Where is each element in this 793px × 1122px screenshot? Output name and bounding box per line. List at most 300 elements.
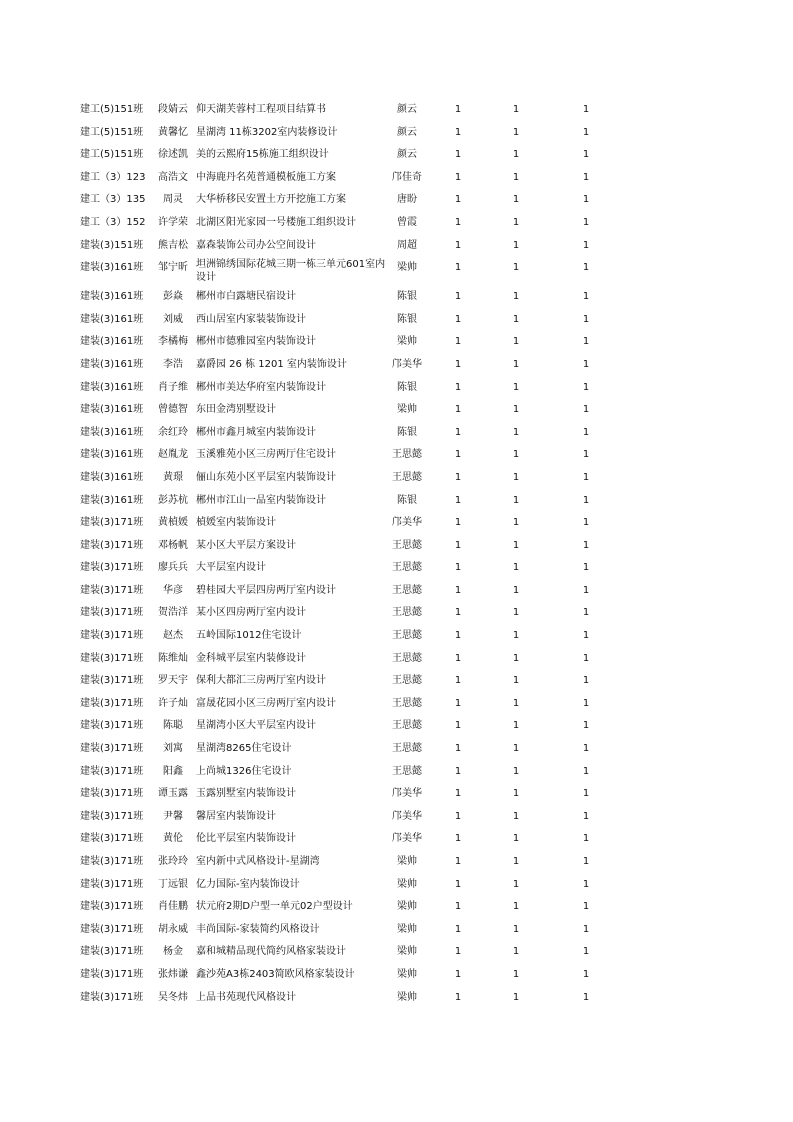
table-row — [0, 761, 793, 784]
score-b-cell: 1 — [512, 517, 520, 529]
score-a-cell: 1 — [454, 584, 462, 596]
student-name-cell: 胡永威 — [158, 923, 188, 935]
score-a-cell: 1 — [454, 449, 462, 461]
advisor-cell: 王思懿 — [392, 449, 422, 461]
project-title-cell: 楨媛室内装饰设计 — [196, 517, 276, 529]
table-row — [0, 354, 793, 377]
score-b-cell: 1 — [512, 856, 520, 867]
project-title-cell: 亿力国际-室内装饰设计 — [196, 878, 300, 890]
student-name-cell: 高浩文 — [158, 171, 188, 183]
score-c-cell: 1 — [582, 743, 590, 755]
score-c-cell: 1 — [582, 239, 590, 251]
score-b-cell: 1 — [512, 584, 520, 596]
score-a-cell: 1 — [454, 991, 462, 1003]
score-c-cell: 1 — [582, 630, 590, 642]
student-name-cell: 邓杨帆 — [158, 539, 188, 551]
score-a-cell: 1 — [454, 262, 462, 274]
advisor-cell: 陈银 — [397, 291, 417, 303]
advisor-cell: 邝美华 — [392, 517, 422, 529]
advisor-cell: 王思懿 — [392, 630, 422, 642]
class-cell: 建装(3)171班 — [80, 743, 144, 755]
class-cell: 建装(3)161班 — [80, 381, 144, 393]
score-b-cell: 1 — [512, 381, 520, 393]
score-b-cell: 1 — [512, 788, 520, 800]
advisor-cell: 王思懿 — [392, 675, 422, 687]
class-cell: 建装(3)161班 — [80, 426, 144, 438]
score-b-cell: 1 — [512, 149, 520, 161]
score-c-cell: 1 — [582, 810, 590, 822]
table-row — [0, 919, 793, 942]
student-name-cell: 华彦 — [163, 584, 183, 596]
class-cell: 建装(3)171班 — [80, 946, 144, 958]
advisor-cell: 陈银 — [397, 381, 417, 393]
student-name-cell: 黄伦 — [163, 833, 183, 845]
class-cell: 建装(3)171班 — [80, 923, 144, 935]
score-a-cell: 1 — [454, 313, 462, 325]
table-row — [0, 512, 793, 535]
table-row — [0, 235, 793, 258]
advisor-cell: 邝美华 — [392, 833, 422, 845]
table-row — [0, 399, 793, 422]
advisor-cell: 梁帅 — [397, 856, 417, 867]
class-cell: 建装(3)151班 — [80, 239, 144, 251]
score-c-cell: 1 — [582, 652, 590, 664]
advisor-cell: 陈银 — [397, 494, 417, 506]
score-c-cell: 1 — [582, 313, 590, 325]
project-table — [0, 99, 793, 1009]
student-name-cell: 熊吉松 — [158, 239, 188, 251]
student-name-cell: 黄楨媛 — [158, 517, 188, 529]
score-a-cell: 1 — [454, 149, 462, 161]
score-a-cell: 1 — [454, 381, 462, 393]
score-c-cell: 1 — [582, 833, 590, 845]
advisor-cell: 梁帅 — [397, 262, 417, 274]
score-c-cell: 1 — [582, 471, 590, 483]
score-b-cell: 1 — [512, 630, 520, 642]
score-c-cell: 1 — [582, 562, 590, 574]
score-a-cell: 1 — [454, 562, 462, 574]
class-cell: 建工（3）152 — [80, 216, 146, 228]
student-name-cell: 肖子维 — [158, 381, 188, 393]
table-row — [0, 309, 793, 332]
student-name-cell: 罗天宇 — [158, 675, 188, 687]
table-row — [0, 377, 793, 400]
project-title-cell: 某小区大平层方案设计 — [196, 539, 296, 551]
project-title-cell: 星湖湾小区大平层室内设计 — [196, 720, 316, 732]
advisor-cell: 梁帅 — [397, 336, 417, 348]
score-b-cell: 1 — [512, 607, 520, 619]
project-title-cell: 坦洲锦绣国际花城三期一栋三单元601室内设计 — [196, 259, 386, 283]
student-name-cell: 彭焱 — [163, 291, 183, 303]
score-c-cell: 1 — [582, 946, 590, 958]
score-b-cell: 1 — [512, 194, 520, 206]
score-c-cell: 1 — [582, 194, 590, 206]
advisor-cell: 曾霞 — [397, 216, 417, 228]
score-a-cell: 1 — [454, 697, 462, 709]
class-cell: 建工（3）123 — [80, 171, 146, 183]
score-b-cell: 1 — [512, 313, 520, 325]
table-row — [0, 144, 793, 167]
student-name-cell: 彭苏杭 — [158, 494, 188, 506]
table-row — [0, 670, 793, 693]
project-title-cell: 郴州市美达华府室内装饰设计 — [196, 381, 326, 393]
score-b-cell: 1 — [512, 991, 520, 1003]
table-row — [0, 964, 793, 987]
advisor-cell: 邝佳奇 — [392, 171, 422, 183]
student-name-cell: 徐述凯 — [158, 149, 188, 161]
score-a-cell: 1 — [454, 291, 462, 303]
class-cell: 建装(3)161班 — [80, 471, 144, 483]
score-c-cell: 1 — [582, 765, 590, 777]
score-b-cell: 1 — [512, 126, 520, 138]
score-a-cell: 1 — [454, 878, 462, 890]
student-name-cell: 陈聪 — [163, 720, 183, 732]
score-c-cell: 1 — [582, 104, 590, 115]
advisor-cell: 王思懿 — [392, 562, 422, 574]
score-a-cell: 1 — [454, 720, 462, 732]
class-cell: 建装(3)161班 — [80, 404, 144, 416]
table-row — [0, 602, 793, 625]
score-c-cell: 1 — [582, 878, 590, 890]
advisor-cell: 邝美华 — [392, 788, 422, 800]
score-a-cell: 1 — [454, 630, 462, 642]
project-title-cell: 星湖湾 11栋3202室内装修设计 — [196, 126, 338, 138]
project-title-cell: 上品书苑现代风格设计 — [196, 991, 296, 1003]
score-b-cell: 1 — [512, 946, 520, 958]
score-c-cell: 1 — [582, 404, 590, 416]
class-cell: 建装(3)171班 — [80, 584, 144, 596]
class-cell: 建装(3)171班 — [80, 539, 144, 551]
advisor-cell: 梁帅 — [397, 404, 417, 416]
advisor-cell: 梁帅 — [397, 946, 417, 958]
score-b-cell: 1 — [512, 720, 520, 732]
table-row — [0, 738, 793, 761]
class-cell: 建装(3)171班 — [80, 833, 144, 845]
class-cell: 建装(3)161班 — [80, 291, 144, 303]
project-title-cell: 馨居室内装饰设计 — [196, 810, 276, 822]
score-c-cell: 1 — [582, 991, 590, 1003]
class-cell: 建装(3)161班 — [80, 262, 144, 274]
score-b-cell: 1 — [512, 697, 520, 709]
project-title-cell: 大华桥移民安置土方开挖施工方案 — [196, 194, 346, 206]
score-a-cell: 1 — [454, 607, 462, 619]
class-cell: 建装(3)161班 — [80, 313, 144, 325]
table-row — [0, 122, 793, 145]
class-cell: 建装(3)171班 — [80, 901, 144, 913]
score-b-cell: 1 — [512, 358, 520, 370]
class-cell: 建装(3)161班 — [80, 494, 144, 506]
score-c-cell: 1 — [582, 381, 590, 393]
score-c-cell: 1 — [582, 216, 590, 228]
student-name-cell: 黄璟 — [163, 471, 183, 483]
score-c-cell: 1 — [582, 517, 590, 529]
student-name-cell: 廖兵兵 — [158, 562, 188, 574]
student-name-cell: 许学荣 — [158, 216, 188, 228]
score-b-cell: 1 — [512, 471, 520, 483]
advisor-cell: 梁帅 — [397, 901, 417, 913]
table-row — [0, 851, 793, 874]
score-c-cell: 1 — [582, 675, 590, 687]
table-row — [0, 286, 793, 309]
project-title-cell: 富晟花园小区三房两厅室内设计 — [196, 697, 336, 709]
score-a-cell: 1 — [454, 788, 462, 800]
score-b-cell: 1 — [512, 104, 520, 115]
student-name-cell: 吴冬炜 — [158, 991, 188, 1003]
student-name-cell: 张玲玲 — [158, 856, 188, 867]
score-a-cell: 1 — [454, 358, 462, 370]
class-cell: 建装(3)171班 — [80, 562, 144, 574]
score-a-cell: 1 — [454, 104, 462, 115]
advisor-cell: 王思懿 — [392, 652, 422, 664]
table-row — [0, 806, 793, 829]
score-a-cell: 1 — [454, 494, 462, 506]
advisor-cell: 陈银 — [397, 426, 417, 438]
table-row — [0, 828, 793, 851]
score-b-cell: 1 — [512, 216, 520, 228]
score-b-cell: 1 — [512, 923, 520, 935]
table-row — [0, 167, 793, 190]
score-c-cell: 1 — [582, 262, 590, 274]
student-name-cell: 刘威 — [163, 313, 183, 325]
class-cell: 建装(3)171班 — [80, 607, 144, 619]
score-a-cell: 1 — [454, 923, 462, 935]
class-cell: 建工（3）135 — [80, 194, 146, 206]
score-b-cell: 1 — [512, 562, 520, 574]
project-title-cell: 鑫沙苑A3栋2403简欧风格家装设计 — [196, 968, 355, 980]
score-a-cell: 1 — [454, 743, 462, 755]
score-c-cell: 1 — [582, 856, 590, 867]
score-b-cell: 1 — [512, 968, 520, 980]
score-c-cell: 1 — [582, 901, 590, 913]
student-name-cell: 贺浩洋 — [158, 607, 188, 619]
score-b-cell: 1 — [512, 262, 520, 274]
project-title-cell: 仰天湖芙蓉村工程项目结算书 — [196, 104, 326, 115]
table-row — [0, 331, 793, 354]
project-title-cell: 状元府2期D户型一单元02户型设计 — [196, 901, 353, 913]
advisor-cell: 王思懿 — [392, 584, 422, 596]
student-name-cell: 许子灿 — [158, 697, 188, 709]
table-row — [0, 490, 793, 513]
class-cell: 建装(3)171班 — [80, 517, 144, 529]
project-title-cell: 中海鹿丹名苑普通模板施工方案 — [196, 171, 336, 183]
score-b-cell: 1 — [512, 833, 520, 845]
table-row — [0, 212, 793, 235]
score-b-cell: 1 — [512, 765, 520, 777]
project-title-cell: 郴州市白露塘民宿设计 — [196, 291, 296, 303]
advisor-cell: 唐盼 — [397, 194, 417, 206]
score-c-cell: 1 — [582, 720, 590, 732]
advisor-cell: 王思懿 — [392, 471, 422, 483]
student-name-cell: 李浩 — [163, 358, 183, 370]
table-row — [0, 874, 793, 897]
table-row — [0, 715, 793, 738]
table-row — [0, 896, 793, 919]
score-b-cell: 1 — [512, 743, 520, 755]
advisor-cell: 王思懿 — [392, 539, 422, 551]
score-c-cell: 1 — [582, 426, 590, 438]
advisor-cell: 王思懿 — [392, 743, 422, 755]
student-name-cell: 邹宁昕 — [158, 262, 188, 274]
table-row — [0, 783, 793, 806]
advisor-cell: 王思懿 — [392, 765, 422, 777]
project-title-cell: 五岭国际1012住宅设计 — [196, 630, 302, 642]
class-cell: 建装(3)171班 — [80, 652, 144, 664]
advisor-cell: 梁帅 — [397, 878, 417, 890]
score-b-cell: 1 — [512, 901, 520, 913]
project-title-cell: 郴州市江山一品室内装饰设计 — [196, 494, 326, 506]
advisor-cell: 颜云 — [397, 126, 417, 138]
class-cell: 建装(3)171班 — [80, 878, 144, 890]
advisor-cell: 陈银 — [397, 313, 417, 325]
student-name-cell: 赵胤龙 — [158, 449, 188, 461]
table-row — [0, 467, 793, 490]
advisor-cell: 邝美华 — [392, 810, 422, 822]
student-name-cell: 谭玉露 — [158, 788, 188, 800]
student-name-cell: 陈维灿 — [158, 652, 188, 664]
project-title-cell: 某小区四房两厅室内设计 — [196, 607, 306, 619]
score-a-cell: 1 — [454, 856, 462, 867]
class-cell: 建装(3)171班 — [80, 991, 144, 1003]
score-b-cell: 1 — [512, 426, 520, 438]
score-a-cell: 1 — [454, 194, 462, 206]
class-cell: 建装(3)171班 — [80, 788, 144, 800]
table-row — [0, 535, 793, 558]
student-name-cell: 段婧云 — [158, 104, 188, 115]
table-row — [0, 693, 793, 716]
score-a-cell: 1 — [454, 126, 462, 138]
project-title-cell: 嘉森装饰公司办公空间设计 — [196, 239, 316, 251]
advisor-cell: 梁帅 — [397, 991, 417, 1003]
score-b-cell: 1 — [512, 539, 520, 551]
table-row — [0, 987, 793, 1010]
advisor-cell: 周超 — [397, 239, 417, 251]
class-cell: 建装(3)171班 — [80, 675, 144, 687]
score-b-cell: 1 — [512, 404, 520, 416]
student-name-cell: 刘寓 — [163, 743, 183, 755]
student-name-cell: 赵杰 — [163, 630, 183, 642]
score-b-cell: 1 — [512, 336, 520, 348]
project-title-cell: 伦比平层室内装饰设计 — [196, 833, 296, 845]
advisor-cell: 梁帅 — [397, 923, 417, 935]
score-c-cell: 1 — [582, 449, 590, 461]
score-a-cell: 1 — [454, 946, 462, 958]
student-name-cell: 丁远银 — [158, 878, 188, 890]
score-a-cell: 1 — [454, 968, 462, 980]
project-title-cell: 上尚城1326住宅设计 — [196, 765, 292, 777]
score-c-cell: 1 — [582, 126, 590, 138]
score-c-cell: 1 — [582, 171, 590, 183]
class-cell: 建装(3)171班 — [80, 968, 144, 980]
student-name-cell: 李橘梅 — [158, 336, 188, 348]
score-c-cell: 1 — [582, 968, 590, 980]
project-title-cell: 星湖湾8265住宅设计 — [196, 743, 292, 755]
score-b-cell: 1 — [512, 675, 520, 687]
score-b-cell: 1 — [512, 652, 520, 664]
project-title-cell: 丰尚国际-家装简约风格设计 — [196, 923, 320, 935]
score-a-cell: 1 — [454, 765, 462, 777]
score-a-cell: 1 — [454, 517, 462, 529]
student-name-cell: 黄馨忆 — [158, 126, 188, 138]
score-c-cell: 1 — [582, 539, 590, 551]
advisor-cell: 王思懿 — [392, 607, 422, 619]
student-name-cell: 张炜谦 — [158, 968, 188, 980]
score-a-cell: 1 — [454, 675, 462, 687]
score-c-cell: 1 — [582, 358, 590, 370]
score-a-cell: 1 — [454, 652, 462, 664]
score-a-cell: 1 — [454, 833, 462, 845]
table-row — [0, 625, 793, 648]
score-a-cell: 1 — [454, 171, 462, 183]
project-title-cell: 玉露别墅室内装饰设计 — [196, 788, 296, 800]
project-title-cell: 室内新中式风格设计-星湖湾 — [196, 856, 320, 867]
class-cell: 建装(3)171班 — [80, 856, 144, 867]
project-title-cell: 东田金湾别墅设计 — [196, 404, 276, 416]
score-c-cell: 1 — [582, 607, 590, 619]
score-b-cell: 1 — [512, 810, 520, 822]
score-c-cell: 1 — [582, 494, 590, 506]
advisor-cell: 邝美华 — [392, 358, 422, 370]
project-title-cell: 大平层室内设计 — [196, 562, 266, 574]
project-title-cell: 北湖区阳光家园一号楼施工组织设计 — [196, 216, 356, 228]
table-row — [0, 422, 793, 445]
class-cell: 建工(5)151班 — [80, 149, 144, 161]
score-a-cell: 1 — [454, 216, 462, 228]
score-c-cell: 1 — [582, 336, 590, 348]
project-title-cell: 保利大都汇三房两厅室内设计 — [196, 675, 326, 687]
student-name-cell: 余红玲 — [158, 426, 188, 438]
score-b-cell: 1 — [512, 291, 520, 303]
class-cell: 建装(3)171班 — [80, 810, 144, 822]
class-cell: 建装(3)171班 — [80, 697, 144, 709]
project-title-cell: 嘉和城精品现代简约风格家装设计 — [196, 946, 346, 958]
score-c-cell: 1 — [582, 697, 590, 709]
class-cell: 建装(3)171班 — [80, 630, 144, 642]
project-title-cell: 美的云熙府15栋施工组织设计 — [196, 149, 329, 161]
student-name-cell: 周灵 — [163, 194, 183, 206]
class-cell: 建装(3)171班 — [80, 720, 144, 732]
advisor-cell: 梁帅 — [397, 968, 417, 980]
table-row — [0, 189, 793, 212]
student-name-cell: 杨金 — [163, 946, 183, 958]
score-b-cell: 1 — [512, 449, 520, 461]
project-title-cell: 玉溪雅苑小区三房两厅住宅设计 — [196, 449, 336, 461]
score-a-cell: 1 — [454, 539, 462, 551]
advisor-cell: 颜云 — [397, 149, 417, 161]
score-a-cell: 1 — [454, 810, 462, 822]
table-row — [0, 99, 793, 122]
score-a-cell: 1 — [454, 426, 462, 438]
class-cell: 建装(3)161班 — [80, 449, 144, 461]
project-title-cell: 碧桂园大平层四房两厅室内设计 — [196, 584, 336, 596]
score-a-cell: 1 — [454, 404, 462, 416]
score-b-cell: 1 — [512, 171, 520, 183]
table-row — [0, 941, 793, 964]
score-b-cell: 1 — [512, 494, 520, 506]
class-cell: 建装(3)161班 — [80, 336, 144, 348]
score-a-cell: 1 — [454, 239, 462, 251]
project-title-cell: 俪山东苑小区平层室内装饰设计 — [196, 471, 336, 483]
table-row — [0, 444, 793, 467]
advisor-cell: 王思懿 — [392, 720, 422, 732]
student-name-cell: 肖佳鹏 — [158, 901, 188, 913]
score-a-cell: 1 — [454, 336, 462, 348]
project-title-cell: 嘉爵园 26 栋 1201 室内装饰设计 — [196, 358, 347, 370]
advisor-cell: 王思懿 — [392, 697, 422, 709]
project-title-cell: 西山居室内家装装饰设计 — [196, 313, 306, 325]
table-row — [0, 580, 793, 603]
project-title-cell: 金科城平层室内装修设计 — [196, 652, 306, 664]
student-name-cell: 曾德智 — [158, 404, 188, 416]
